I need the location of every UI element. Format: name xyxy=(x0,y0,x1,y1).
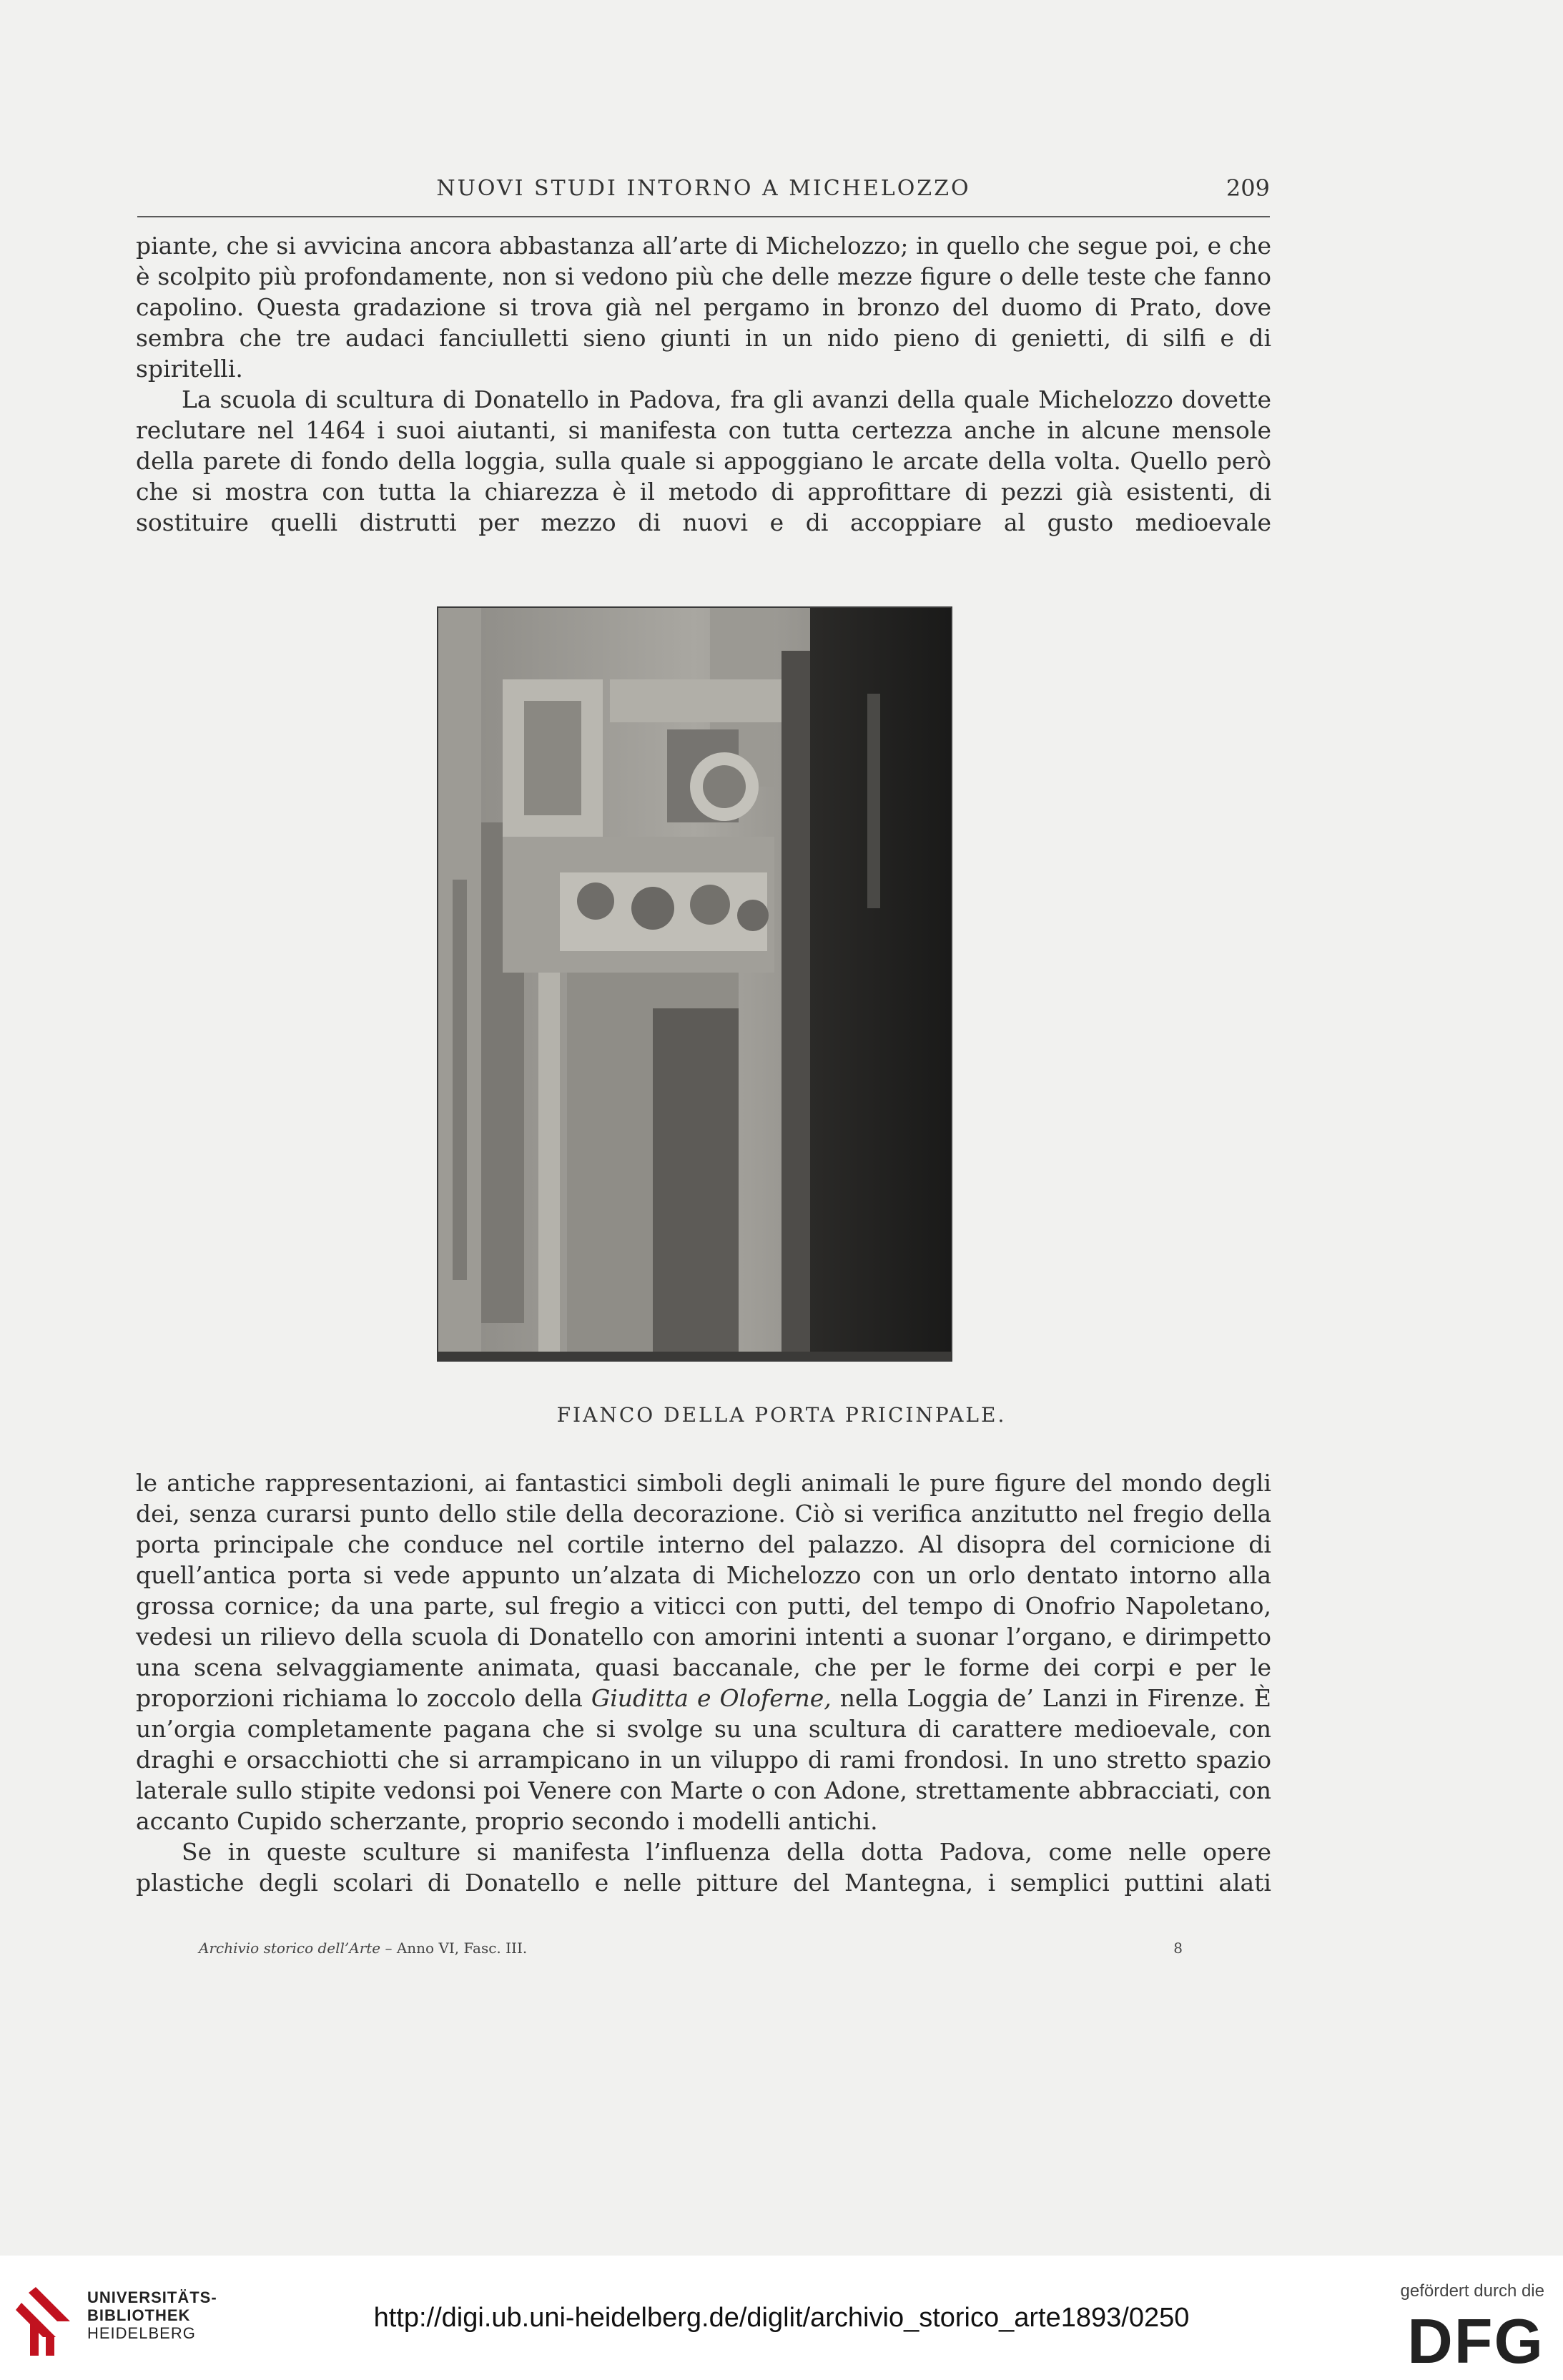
dfg-logo: DFG xyxy=(1407,2306,1544,2376)
doorway-relief-photo xyxy=(438,608,951,1360)
library-name-line-3: HEIDELBERG xyxy=(87,2324,196,2342)
signature-mark: 8 xyxy=(1173,1939,1183,1957)
paragraph-3 xyxy=(136,1467,1271,1836)
paragraph-3-part-2: nella Loggia de’ Lanzi in Firenze. È un’orgia completamente pagana che si svolge su una scultura di carattere medioevale, con draghi e orsacchiotti che si arrampicano in un viluppo di rami frondosi. In uno stretto spazio laterale sullo stipite vedonsi poi Venere con Marte o con Adone, strettamente abbracciati, con accanto Cupido scherzante, proprio secondo i modelli antichi. xyxy=(136,1684,1271,1835)
permalink-url[interactable]: http://digi.ub.uni-heidelberg.de/diglit/archivio_storico_arte1893/0250 xyxy=(373,2303,1190,2333)
figure-photo xyxy=(437,606,952,1362)
journal-issue: – Anno VI, Fasc. III. xyxy=(380,1939,528,1957)
figure-caption: FIANCO DELLA PORTA PRICINPALE. xyxy=(556,1403,1007,1427)
library-name-line-1: UNIVERSITÄTS- xyxy=(87,2288,217,2306)
text-block-bottom xyxy=(136,1467,1271,1898)
digitization-bar xyxy=(0,2256,1563,2380)
library-name-line-2: BIBLIOTHEK xyxy=(87,2306,191,2324)
journal-reference xyxy=(199,1939,527,1957)
paragraph-2: La scuola di scultura di Donatello in Padova, fra gli avanzi della quale Michelozzo dovette reclutare nel 1464 i suoi aiutanti, si manifesta con tutta certezza anche in alcune mensole della parete di fondo della loggia, sulla quale si appoggiano le arcate della volta. Quello però che si mostra con tutta la chiarezza è il metodo di approfittare di pezzi già esistenti, di sostituire quelli distrutti per mezzo di nuovi e di accoppiare al gusto medioevale xyxy=(136,385,1271,536)
text-block-top xyxy=(136,230,1271,538)
funding-label: gefördert durch die xyxy=(1400,2281,1544,2301)
page-number: 209 xyxy=(1226,174,1270,202)
paragraph-3-part-1: le antiche rappresentazioni, ai fantastici simboli degli animali le pure figure del mondo degli dei, senza curarsi punto dello stile della decorazione. Ciò si verifica anzitutto nel fregio della porta principale che conduce nel cortile interno del palazzo. Al disopra del cornicione di quell’antica porta si vede appunto un’alzata di Michelozzo con un orlo dentato intorno alla grossa cornice; da una parte, sul fregio a viticci con putti, del tempo di Onofrio Napoletano, vedesi un rilievo della scuola di Donatello con amorini intenti a suonar l’organo, e dirimpetto una scena selvaggiamente animata, quasi baccanale, che per le forme dei corpi e per le proporzioni richiama lo zoccolo della xyxy=(136,1469,1271,1712)
running-title: NUOVI STUDI INTORNO A MICHELOZZO xyxy=(436,176,971,201)
running-head xyxy=(137,173,1270,217)
artwork-title: Giuditta e Oloferne, xyxy=(591,1684,832,1712)
paragraph-4: Se in queste sculture si manifesta l’influenza della dotta Padova, come nelle opere plastiche degli scolari di Donatello e nelle pitture del Mantegna, i semplici puttini alati xyxy=(136,1838,1271,1897)
paragraph-1: piante, che si avvicina ancora abbastanza all’arte di Michelozzo; in quello che segue poi, e che è scolpito più profondamente, non si vedono più che delle mezze figure o delle teste che fanno capolino. Questa gradazione si trova già nel pergamo in bronzo del duomo di Prato, dove sembra che tre audaci fanciulletti sieno giunti in un nido pieno di genietti, di silfi e di spiritelli. xyxy=(136,232,1271,383)
journal-title: Archivio storico dell’Arte xyxy=(199,1939,381,1957)
